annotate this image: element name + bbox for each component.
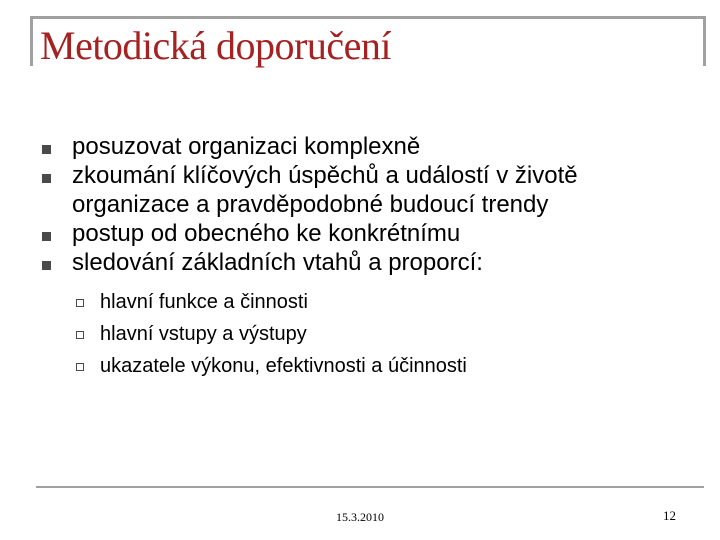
frame-top-line (30, 16, 706, 19)
hollow-square-bullet-icon (76, 363, 84, 371)
bullet-item (40, 132, 680, 161)
bullet-item (40, 248, 680, 383)
bullet-text: zkoumání klíčových úspěchů a událostí v životě organizace a pravděpodobné budoucí trendy (72, 162, 578, 218)
frame-left-line (30, 16, 33, 66)
sub-bullet-list (72, 285, 680, 383)
sub-bullet-text: hlavní vstupy a výstupy (100, 323, 307, 345)
footer-date: 15.3.2010 (336, 510, 384, 524)
sub-bullet-item (72, 319, 680, 349)
page-number: 12 (663, 508, 676, 523)
sub-bullet-item (72, 349, 680, 383)
hollow-square-bullet-icon (76, 299, 84, 307)
bullet-text: postup od obecného ke konkrétnímu (72, 220, 461, 247)
filled-square-bullet-icon (42, 174, 51, 183)
bullet-item (40, 161, 680, 219)
bullet-text: posuzovat organizaci komplexně (72, 133, 421, 160)
filled-square-bullet-icon (42, 232, 51, 241)
hollow-square-bullet-icon (76, 331, 84, 339)
bullet-list (40, 132, 680, 383)
slide-title: Metodická doporučení (40, 23, 391, 68)
bullet-item (40, 219, 680, 248)
sub-bullet-text: hlavní funkce a činnosti (100, 291, 308, 313)
frame-bottom-line (36, 486, 704, 488)
filled-square-bullet-icon (42, 145, 51, 154)
sub-bullet-text: ukazatele výkonu, efektivnosti a účinnosti (100, 355, 467, 377)
frame-right-line (703, 16, 706, 66)
filled-square-bullet-icon (42, 261, 51, 270)
bullet-text: sledování základních vtahů a proporcí: (72, 249, 483, 276)
sub-bullet-item (72, 285, 680, 319)
